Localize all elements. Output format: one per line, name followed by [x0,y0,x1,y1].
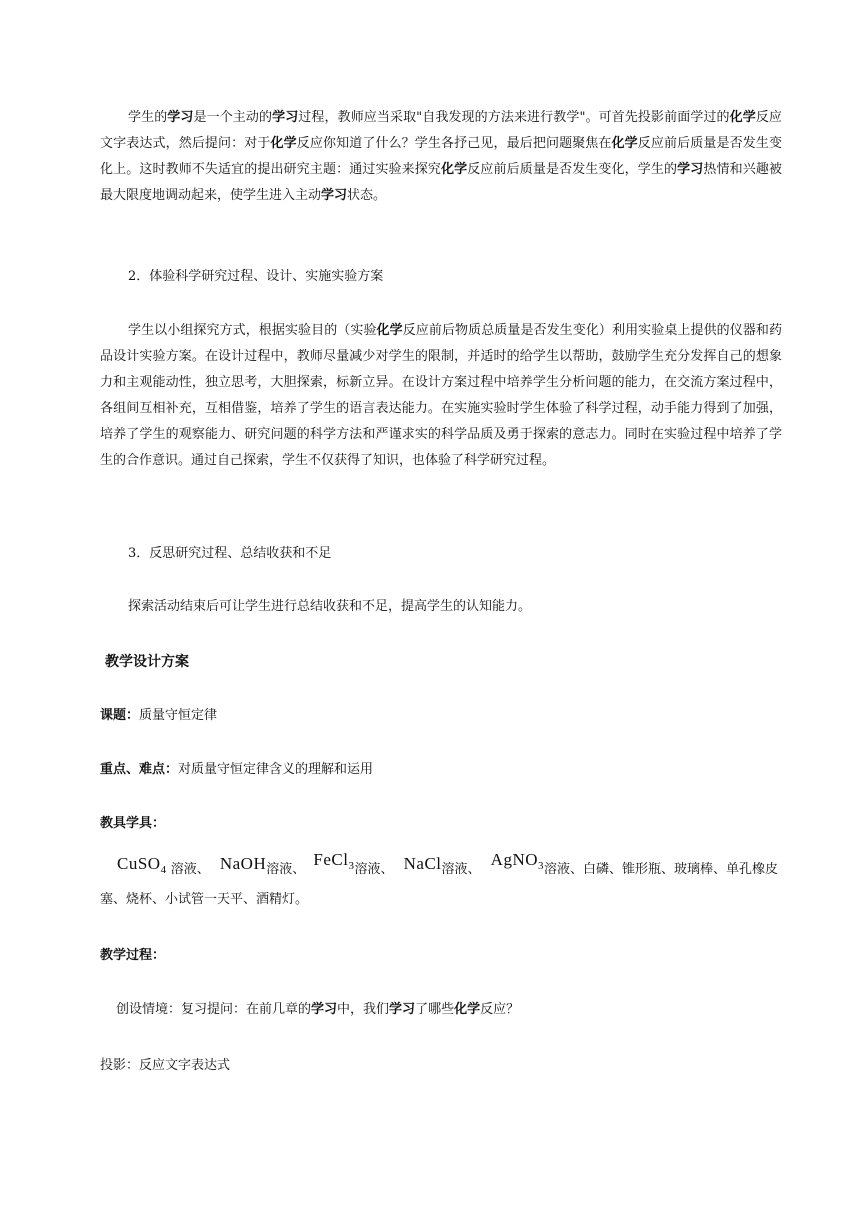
scene-run: 反应？ [480,1002,520,1017]
intro-run: 反应前后质量是否发生变化上。这时教师不失适宜的提出研究主题：通过实验来探究 [100,136,782,177]
key-points-line [100,760,782,780]
materials-line-2: 塞、烧杯、小试管一天平、酒精灯。 [100,892,309,907]
section-heading-2: 2．体验科学研究过程、设计、实施实验方案 [128,269,384,284]
section-heading-3: 3．反思研究过程、总结收获和不足 [128,546,332,561]
formula-agno3: AgNO$_3$ [490,850,545,872]
scene-run: 中，我们 [337,1002,390,1017]
tools-label: 教具学具： [100,816,166,831]
experiment-run: 化学 [376,323,403,338]
scene-setting-line [100,1000,782,1020]
formula-nacl: NaCl [403,854,442,873]
intro-run: 化学 [270,136,297,151]
scene-run: 了哪些 [415,1002,455,1017]
intro-run: 过程，教师应当采取"自我发现的方法来进行教学"。可首先投影前面学过的 [298,110,730,125]
projection-line: 投影：反应文字表达式 [100,1058,231,1073]
design-plan-heading: 教学设计方案 [105,654,189,670]
intro-run: 学习 [677,162,704,177]
topic-label: 课题： [100,708,140,723]
intro-run: 学习 [272,110,299,125]
topic-line [100,706,782,726]
scene-run: 化学 [454,1002,481,1017]
intro-run: 反应前后质量是否发生变化，学生的 [467,162,678,177]
intro-paragraph [100,105,782,209]
intro-run: 化学 [441,162,468,177]
formula-fecl3: FeCl$_3$ [313,850,355,872]
scene-run: 学习 [311,1002,338,1017]
key-points-label: 重点、难点： [100,762,179,777]
experiment-run: 学生以小组探究方式，根据实验目的（实验 [128,323,377,338]
materials-line-1: CuSO$_4$ 溶液、 NaOH溶液、 FeCl$_3$溶液、 NaCl溶液、 AgNO$_3$溶液、白磷、锥形瓶、玻璃棒、单孔橡皮 [117,850,779,877]
intro-run: 反应文字表达式，然后提问：对于 [100,110,782,151]
intro-run: 学习 [321,188,348,203]
intro-run: 反应你知道了什么？学生各抒己见，最后把问题聚焦在 [296,136,612,151]
intro-run: 学习 [167,110,194,125]
formula-cuso4: CuSO$_4$ [117,854,167,876]
intro-run: 化学 [611,136,638,151]
key-points-value: 对质量守恒定律含义的理解和运用 [178,762,374,777]
intro-run: 是一个主动的 [193,110,273,125]
formula-naoh: NaOH [219,854,267,873]
intro-run: 学生的 [128,110,168,125]
scene-run: 学习 [389,1002,416,1017]
topic-value: 质量守恒定律 [139,708,218,723]
experiment-paragraph [100,318,782,474]
experiment-run: 反应前后物质总质量是否发生变化）利用实验桌上提供的仪器和药品设计实验方案。在设计过程中，教师尽量减少对学生的限制，并适时的给学生以帮助，鼓励学生充分发挥自己的想象力和主观能动性，独立思考，大胆探索，标新立异。在设计方案过程中培养学生分析问题的能力，在交流方案过程中，各组间互相补充，互相借鉴，培养了学生的语言表达能力。在实施实验时学生体验了科学过程，动手能力得到了加强，培养了学生的观察能力、研究问题的科学方法和严谨求实的科学品质及勇于探索的意志力。同时在实验过程中培养了学生的合作意识。通过自己探索，学生不仅获得了知识，也体验了科学研究过程。 [100,323,782,468]
intro-run: 热情和兴趣被最大限度地调动起来，使学生进入主动 [100,162,782,203]
scene-run: 创设情境：复习提问：在前几章的 [116,1002,312,1017]
intro-run: 化学 [729,110,756,125]
process-label: 教学过程： [100,948,166,963]
intro-run: 状态。 [347,188,387,203]
summary-paragraph: 探索活动结束后可让学生进行总结收获和不足，提高学生的认知能力。 [128,599,532,614]
